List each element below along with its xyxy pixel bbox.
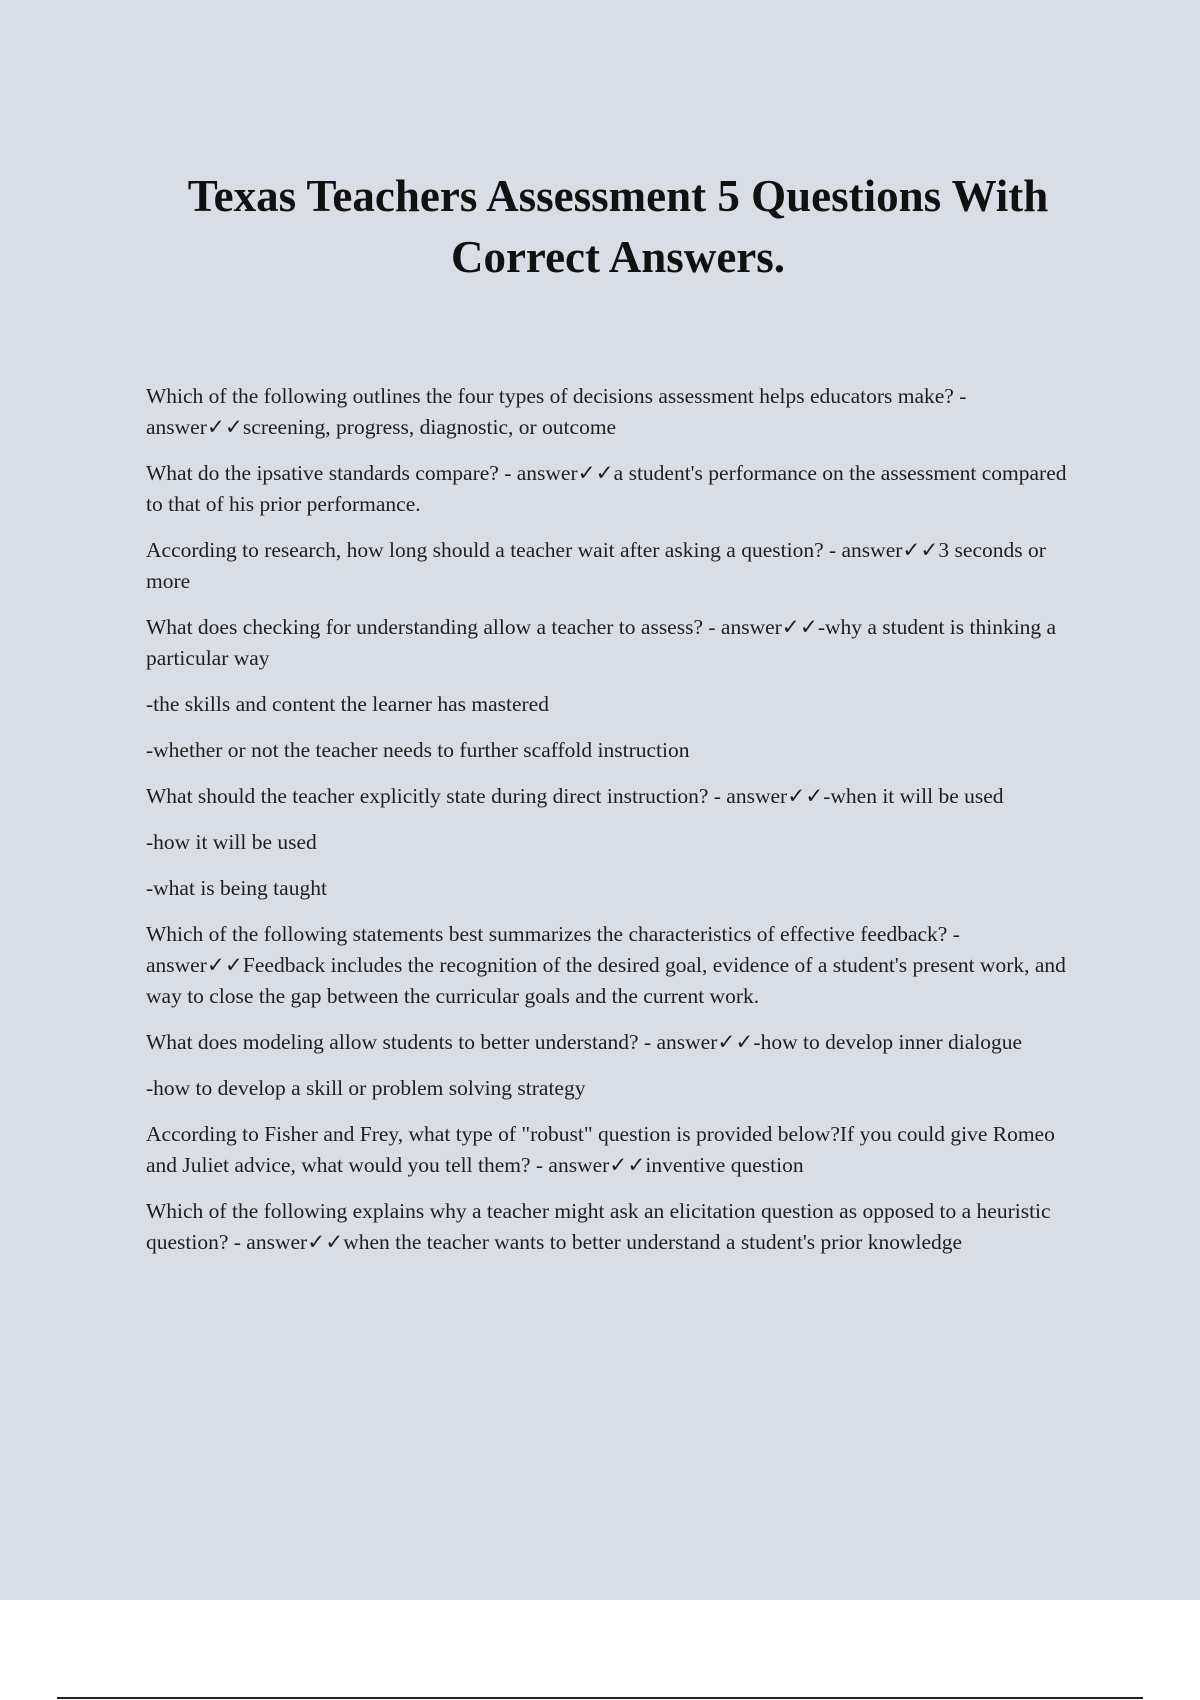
paragraph: Which of the following outlines the four types of decisions assessment helps educators make? - answer✓✓screening, progress, diagnostic, or outcome <box>146 384 972 439</box>
paragraph: -what is being taught <box>146 876 327 900</box>
paragraph: What does checking for understanding allow a teacher to assess? - answer✓✓-why a student is thinking a particular way <box>146 615 1062 670</box>
paragraph: What should the teacher explicitly state during direct instruction? - answer✓✓-when it will be used <box>146 784 1004 808</box>
paragraph: -how it will be used <box>146 830 317 854</box>
paragraph: Which of the following explains why a teacher might ask an elicitation question as opposed to a heuristic question? - answer✓✓when the teacher wants to better understand a student's prior knowledge <box>146 1199 1056 1254</box>
paragraph: Which of the following statements best summarizes the characteristics of effective feedback? - answer✓✓Feedback includes the recognition of the desired goal, evidence of a student's present work, and way to close the gap between the curricular goals and the current work. <box>146 922 1072 1008</box>
paragraph: -the skills and content the learner has mastered <box>146 692 549 716</box>
paragraph: -whether or not the teacher needs to further scaffold instruction <box>146 738 690 762</box>
paragraph: According to research, how long should a teacher wait after asking a question? - answer✓✓3 seconds or more <box>146 538 1052 593</box>
footer-divider <box>57 1697 1143 1699</box>
paragraph: What do the ipsative standards compare? - answer✓✓a student's performance on the assessment compared to that of his prior performance. <box>146 461 1072 516</box>
paragraph: What does modeling allow students to better understand? - answer✓✓-how to develop inner dialogue <box>146 1030 1023 1054</box>
document-body <box>146 381 1086 1273</box>
paragraph: According to Fisher and Frey, what type of "robust" question is provided below?If you could give Romeo and Juliet advice, what would you tell them? - answer✓✓inventive question <box>146 1122 1061 1177</box>
paragraph: -how to develop a skill or problem solving strategy <box>146 1076 586 1100</box>
document-title: Texas Teachers Assessment 5 Questions With Correct Answers. <box>187 171 1049 282</box>
